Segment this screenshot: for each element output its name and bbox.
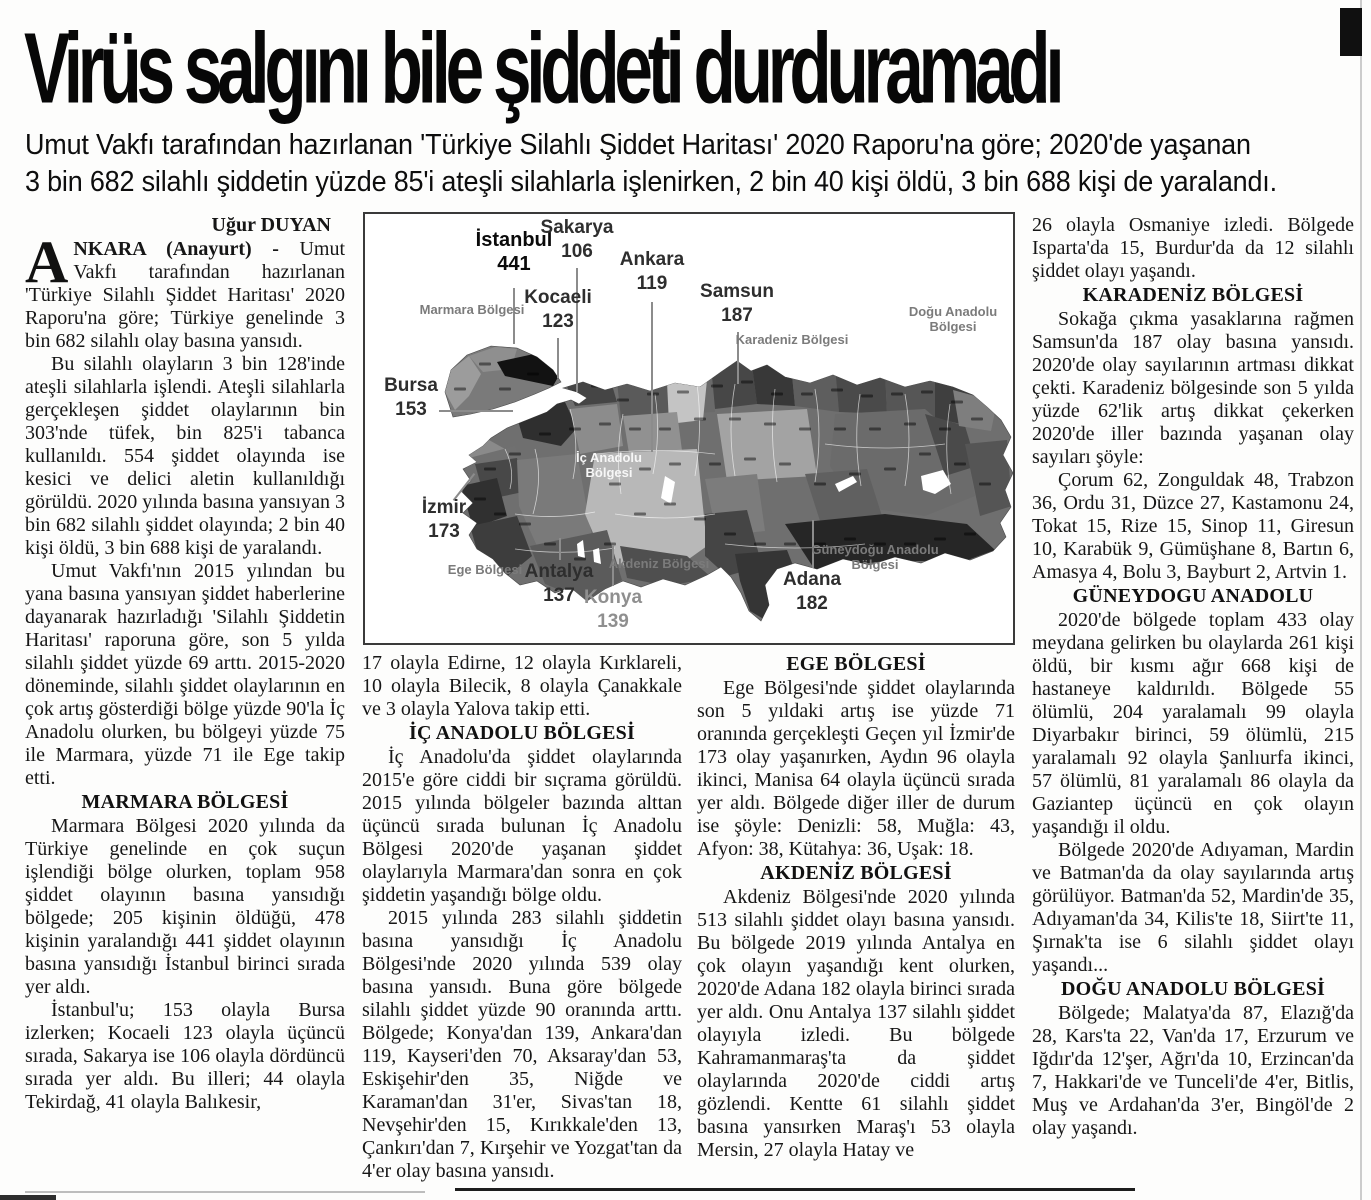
drop-cap: A	[25, 229, 69, 295]
map-region-label-marmara: Marmara Bölgesi	[419, 302, 525, 317]
section-heading: GÜNEYDOGU ANADOLU	[1072, 585, 1314, 607]
leader-line	[559, 538, 561, 560]
section-heading: AKDENİZ BÖLGESİ	[760, 862, 952, 884]
map-region-label-dogu: Doğu Anadolu Bölgesi	[908, 304, 998, 334]
lead-paragraph: ANKARA (Anayurt) - Umut Vakfı tarafından hazırlanan 'Türkiye Silahlı Şiddet Haritası' 2020 Raporu'na göre; Türkiye genelinde 3 bin 682 silahlı olay basına yansıdı.	[25, 229, 345, 352]
turkey-violence-map	[363, 212, 1015, 645]
byline: Uğur DUYAN	[211, 214, 331, 236]
column-2	[362, 652, 682, 1188]
column-3	[697, 652, 1015, 1188]
paragraph: 2015 yılında 283 silahlı şiddetin basına yansıdığı İç Anadolu Bölgesi'nde 2020 yılında 539 olay basına yansıdı. Buna göre bölgede silahlı şiddet yüzde 90 oranında arttı. Bölgede; Konya'dan 139, Ankara'dan 119, Kayseri'den 70, Aksaray'dan 53, Eskişehir'den 35, Niğde ve Karaman'dan 31'er, Sivas'tan 18, Nevşehir'den 15, Kırıkkale'den 13, Çankırı'dan 7, Kırşehir ve Yozgat'tan da 4'er olay basına yansıdı.	[362, 907, 682, 1182]
paragraph: Marmara Bölgesi 2020 yılında da Türkiye genelinde en çok suçun işlendiği bölge olurken, toplam 958 şiddet olayının basına yansıdığı bölgede; 205 kişinin öldüğü, 478 kişinin yaralandığı 441 şiddet olayının basına yansıdığı İstanbul birinci sırada yer aldı.	[25, 815, 345, 998]
subheadline-line-1: Umut Vakfı tarafından hazırlanan 'Türkiye Silahlı Şiddet Haritası' 2020 Raporu'na göre; 2020'de yaşanan	[25, 129, 1251, 161]
map-region-label-ic: İç Anadolu Bölgesi	[576, 450, 642, 480]
paragraph: Bölgede 2020'de Adıyaman, Mardin ve Batman'da da olay sayılarında artış görülüyor. Batman'da 52, Mardin'de 35, Adıyaman'da 34, Kilis'te 18, Siirt'te 11, Şırnak'ta ise 6 silahlı şiddet olayı yaşandı...	[1032, 839, 1354, 976]
paragraph: Bu silahlı olayların 3 bin 128'inde ateşli silahlarla işlendi. Ateşli silahlarla gerçekleşen şiddet olaylarının bin 303'nde tüfek, bin 825'i tabanca kullanıldı. 554 şiddet olayında ise kesici ve delici aletin kullanıldığı görüldü. 2020 yılında basına yansıyan 3 bin 682 silahlı şiddet olayında; 2 bin 40 kişi öldü, 3 bin 688 kişi de yaralandı.	[25, 353, 345, 559]
paragraph: İstanbul'u; 153 olayla Bursa izlerken; Kocaeli 123 olayla üçüncü sırada, Sakarya ise 106 olayla dördüncü sırada yer aldı. Bu illeri; 44 olayla Tekirdağ, 41 olayla Balıkesir,	[25, 999, 345, 1113]
map-region-label-karadeniz: Karadeniz Bölgesi	[735, 332, 849, 347]
paragraph: Ege Bölgesi'nde şiddet olaylarında son 5 yıldaki artış ise yüzde 71 oranında gerçekleşti Geçen yıl İzmir'de 173 olay yaşanırken, Aydın 96 olayla ikinci, Manisa 64 olayla üçüncü sırada yer aldı. Bölgede diğer iller de durum ise şöyle: Denizli: 58, Muğla: 43, Afyon: 38, Kütahya: 36, Uşak: 18.	[697, 677, 1015, 860]
subheadline	[25, 127, 1371, 201]
map-city-label-antalya: Antalya 137	[524, 561, 594, 606]
headline: Virüs salgını bile şiddeti durduramadı	[24, 11, 1060, 124]
paragraph: Akdeniz Bölgesi'nde 2020 yılında 513 silahlı şiddet olayı basına yansıdı. Bu bölgede 2019 yılında Antalya en çok olayın yaşandığı kent olurken, 2020'de Adana 182 olayla birinci sırada yer aldı. Onu Antalya 137 silahlı şiddet olayıyla izledi. Bu bölgede Kahramanmaraş'ta da şiddet olaylarında 2020'de ciddi artış gözlendi. Kentte 61 silahlı şiddet basına yansırken Maraş'ı 53 olayla Mersin, 27 olayla Hatay ve	[697, 886, 1015, 1161]
subheadline-line-2: 3 bin 682 silahlı şiddetin yüzde 85'i ateşli silahlarla işlenirken, 2 bin 40 kişi öldü, 3 bin 688 kişi de yaralandı.	[25, 166, 1277, 198]
paragraph: Bölgede; Malatya'da 87, Elazığ'da 28, Kars'ta 22, Van'da 17, Erzurum ve Iğdır'da 12'şer, Ağrı'da 10, Erzincan'da 7, Hakkari'de ve Tunceli'de 4'er, Bitlis, Muş ve Ardahan'da 3'er, Bingöl'de 2 olay yaşandı.	[1032, 1002, 1354, 1139]
leader-line	[651, 302, 653, 452]
map-city-label-bursa: Bursa 153	[384, 375, 438, 420]
map-city-label-ankara: Ankara 119	[619, 249, 685, 294]
map-region-label-akdeniz: Akdeniz Bölgesi	[608, 556, 710, 571]
bottom-rule-dark	[455, 1188, 1135, 1191]
map-city-label-adana: Adana 182	[782, 569, 842, 614]
map-city-label-samsun: Samsun 187	[700, 281, 774, 326]
paragraph: İç Anadolu'da şiddet olaylarında 2015'e göre ciddi bir sıçrama görüldü. 2015 yılında bölgeler bazında alttan üçüncü sırada bulunan İç Anadolu Bölgesi 2020'de yaşanan şiddet olaylarıyla Marmara'dan sonra en çok şiddetin yaşandığı bölge oldu.	[362, 746, 682, 906]
map-city-label-kocaeli: Kocaeli 123	[524, 287, 592, 332]
section-heading: DOĞU ANADOLU BÖLGESİ	[1060, 978, 1326, 1000]
section-heading: İÇ ANADOLU BÖLGESİ	[409, 722, 635, 744]
bottom-rule-light	[25, 1191, 425, 1193]
paragraph: 2020'de bölgede toplam 433 olay meydana gelirken bu olaylarda 261 kişi öldü, bir kısmı ağır 668 kişi de hastaneye kaldırıldı. Bölgede 55 ölümlü, 204 yaralamalı 99 olayla Diyarbakır birinci, 59 ölümlü, 215 yaralamalı 92 olayla Şanlıurfa ikinci, 57 ölümlü, 81 yaralamalı 86 olayla da Gaziantep üçüncü en çok olayın yaşandığı il oldu.	[1032, 609, 1354, 838]
scan-artifact-top-right	[1340, 8, 1362, 56]
leader-line	[439, 410, 513, 412]
section-heading: EGE BÖLGESİ	[786, 653, 926, 675]
paragraph: 26 olayla Osmaniye izledi. Bölgede Isparta'da 15, Burdur'da da 12 silahlı şiddet olayı yaşandı.	[1032, 214, 1354, 282]
turkey-map-image	[365, 214, 1013, 643]
page-edge-rule	[1360, 0, 1362, 1200]
map-city-label-izmir: İzmir 173	[421, 497, 467, 542]
paragraph: 17 olayla Edirne, 12 olayla Kırklareli, 10 olayla Bilecik, 8 olayla Çanakkale ve 3 olayla Yalova takip etti.	[362, 652, 682, 720]
leader-line	[557, 338, 559, 378]
map-city-label-istanbul: İstanbul 441	[475, 229, 553, 275]
section-heading: KARADENİZ BÖLGESİ	[1082, 284, 1304, 306]
column-4	[1032, 214, 1354, 1188]
map-region-label-ege: Ege Bölgesi	[447, 562, 523, 577]
paragraph: Umut Vakfı'nın 2015 yılından bu yana basına yansıyan şiddet haberlerine dayanarak hazırladığı 'Silahlı Şiddetin Haritası' raporuna göre, son 5 yılda silahlı şiddet yüzde 69 arttı. 2015-2020 döneminde, silahlı şiddet olaylarının en çok artış gösterdiği bölge yüzde 90'la İç Anadolu olurken, bu bölgeyi yüzde 75 ile Marmara, yüzde 71 ile Ege takip etti.	[25, 560, 345, 789]
section-heading: MARMARA BÖLGESİ	[81, 791, 289, 813]
paragraph: Çorum 62, Zonguldak 48, Trabzon 36, Ordu 31, Düzce 27, Kastamonu 24, Tokat 15, Rize 15, Sinop 11, Giresun 10, Karabük 9, Gümüşhane 8, Bartın 6, Amasya 4, Bolu 3, Bayburt 2, Artvin 1.	[1032, 469, 1354, 583]
map-city-label-sakarya: Sakarya 106	[540, 217, 614, 262]
map-region-label-guneydogu: Güneydoğu Anadolu Bölgesi	[811, 542, 939, 572]
paragraph: Sokağa çıkma yasaklarına rağmen Samsun'da 187 olay basına yansıdı. 2020'de olay sayılarının artması dikkat çekti. Karadeniz bölgesinde son 5 yılda yüzde 62'lik artış dikkat çekerken 2020'de iller bazında yaşanan olay sayıları şöyle:	[1032, 308, 1354, 468]
column-1	[25, 214, 345, 1188]
map-city-label-konya: Konya 139	[583, 587, 643, 632]
scan-artifact-bottom-left	[0, 1195, 56, 1200]
